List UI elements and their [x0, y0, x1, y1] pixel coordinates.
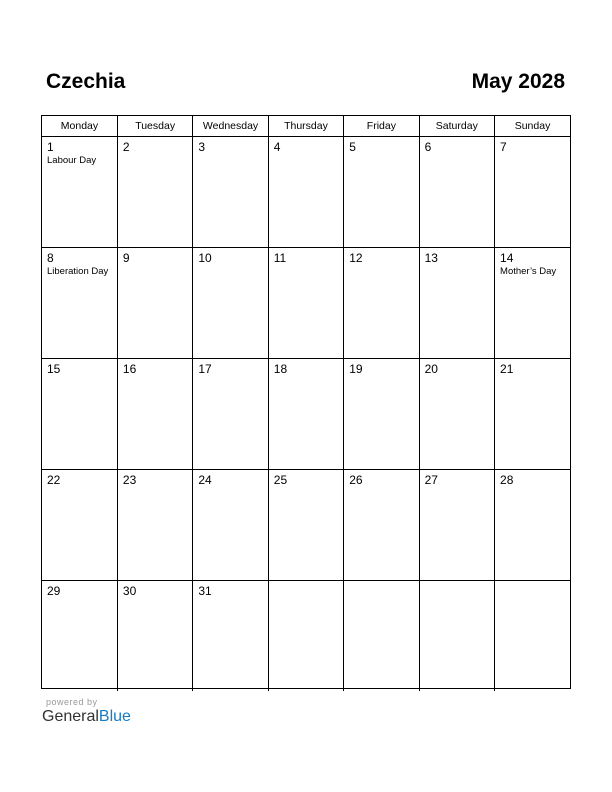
calendar-day-cell	[495, 137, 570, 248]
calendar-day-cell	[344, 248, 419, 359]
calendar-day-cell	[117, 581, 192, 692]
calendar-day-cell	[495, 470, 570, 581]
day-number: 29	[47, 584, 61, 598]
day-number: 17	[198, 362, 212, 376]
calendar-day-cell	[42, 248, 117, 359]
calendar-day-cell	[268, 137, 343, 248]
calendar-day-cell	[268, 248, 343, 359]
calendar-day-cell	[344, 581, 419, 692]
day-number: 9	[122, 251, 130, 265]
calendar-day-cell	[344, 137, 419, 248]
day-number: 24	[198, 473, 212, 487]
calendar-day-cell	[117, 137, 192, 248]
calendar-day-cell	[268, 470, 343, 581]
generalblue-logo	[42, 708, 131, 726]
day-number: 31	[198, 584, 212, 598]
day-number: 10	[198, 251, 212, 265]
day-number: 23	[122, 473, 137, 487]
calendar-week-row	[42, 137, 570, 248]
calendar-day-cell	[193, 137, 268, 248]
holiday-label: Mother’s Day	[500, 266, 557, 277]
day-number: 27	[424, 473, 438, 487]
day-number: 14	[500, 251, 514, 265]
calendar-day-cell	[42, 359, 117, 470]
calendar-day-cell	[495, 248, 570, 359]
day-number: 13	[424, 251, 438, 265]
calendar-day-cell	[495, 359, 570, 470]
calendar-week-row	[42, 359, 570, 470]
calendar-day-cell	[419, 359, 494, 470]
day-number: 12	[349, 251, 363, 265]
calendar-day-cell	[42, 470, 117, 581]
calendar-week-row	[42, 470, 570, 581]
day-number: 21	[500, 362, 514, 376]
calendar-day-cell	[193, 470, 268, 581]
weekday-tuesday: Tuesday	[117, 116, 192, 137]
calendar-day-cell	[419, 248, 494, 359]
weekday-header-row	[42, 116, 570, 137]
country-title: Czechia	[46, 70, 126, 93]
day-number: 28	[500, 473, 514, 487]
holiday-label: Liberation Day	[47, 266, 109, 277]
holiday-label: Labour Day	[47, 155, 97, 166]
day-number: 8	[47, 251, 54, 265]
day-number: 6	[424, 140, 432, 154]
calendar-day-cell	[193, 581, 268, 692]
calendar-day-cell	[42, 581, 117, 692]
calendar-grid	[41, 115, 571, 689]
powered-by-label: powered by	[46, 697, 98, 707]
day-number: 1	[47, 140, 54, 154]
calendar-day-cell	[117, 470, 192, 581]
day-number: 18	[273, 362, 288, 376]
calendar-day-cell	[268, 359, 343, 470]
day-number: 15	[47, 362, 61, 376]
day-number: 3	[198, 140, 206, 154]
calendar-day-cell	[419, 137, 494, 248]
month-title: May 2028	[471, 70, 565, 93]
day-number: 11	[273, 251, 287, 265]
brand-general-text: General	[42, 708, 99, 725]
calendar-week-row	[42, 248, 570, 359]
calendar-day-cell	[117, 248, 192, 359]
day-number: 22	[47, 473, 61, 487]
calendar-day-cell	[42, 137, 117, 248]
calendar-day-cell	[344, 470, 419, 581]
brand-blue-text: Blue	[98, 708, 131, 725]
calendar-day-cell	[419, 470, 494, 581]
day-number: 30	[122, 584, 137, 598]
day-number: 7	[500, 140, 507, 154]
day-number: 20	[424, 362, 438, 376]
day-number: 16	[122, 362, 137, 376]
calendar-day-cell	[193, 248, 268, 359]
weekday-sunday: Sunday	[495, 116, 570, 137]
day-number: 2	[122, 140, 130, 154]
weekday-friday: Friday	[344, 116, 419, 137]
weekday-monday: Monday	[42, 116, 117, 137]
calendar-day-cell	[268, 581, 343, 692]
calendar-day-cell	[193, 359, 268, 470]
calendar-week-row	[42, 581, 570, 692]
weekday-wednesday: Wednesday	[193, 116, 268, 137]
calendar-day-cell	[495, 581, 570, 692]
calendar-day-cell	[344, 359, 419, 470]
day-number: 26	[349, 473, 363, 487]
day-number: 5	[349, 140, 356, 154]
weekday-thursday: Thursday	[268, 116, 343, 137]
calendar-day-cell	[419, 581, 494, 692]
day-number: 4	[273, 140, 281, 154]
day-number: 19	[349, 362, 363, 376]
weekday-saturday: Saturday	[419, 116, 494, 137]
calendar-day-cell	[117, 359, 192, 470]
day-number: 25	[273, 473, 288, 487]
